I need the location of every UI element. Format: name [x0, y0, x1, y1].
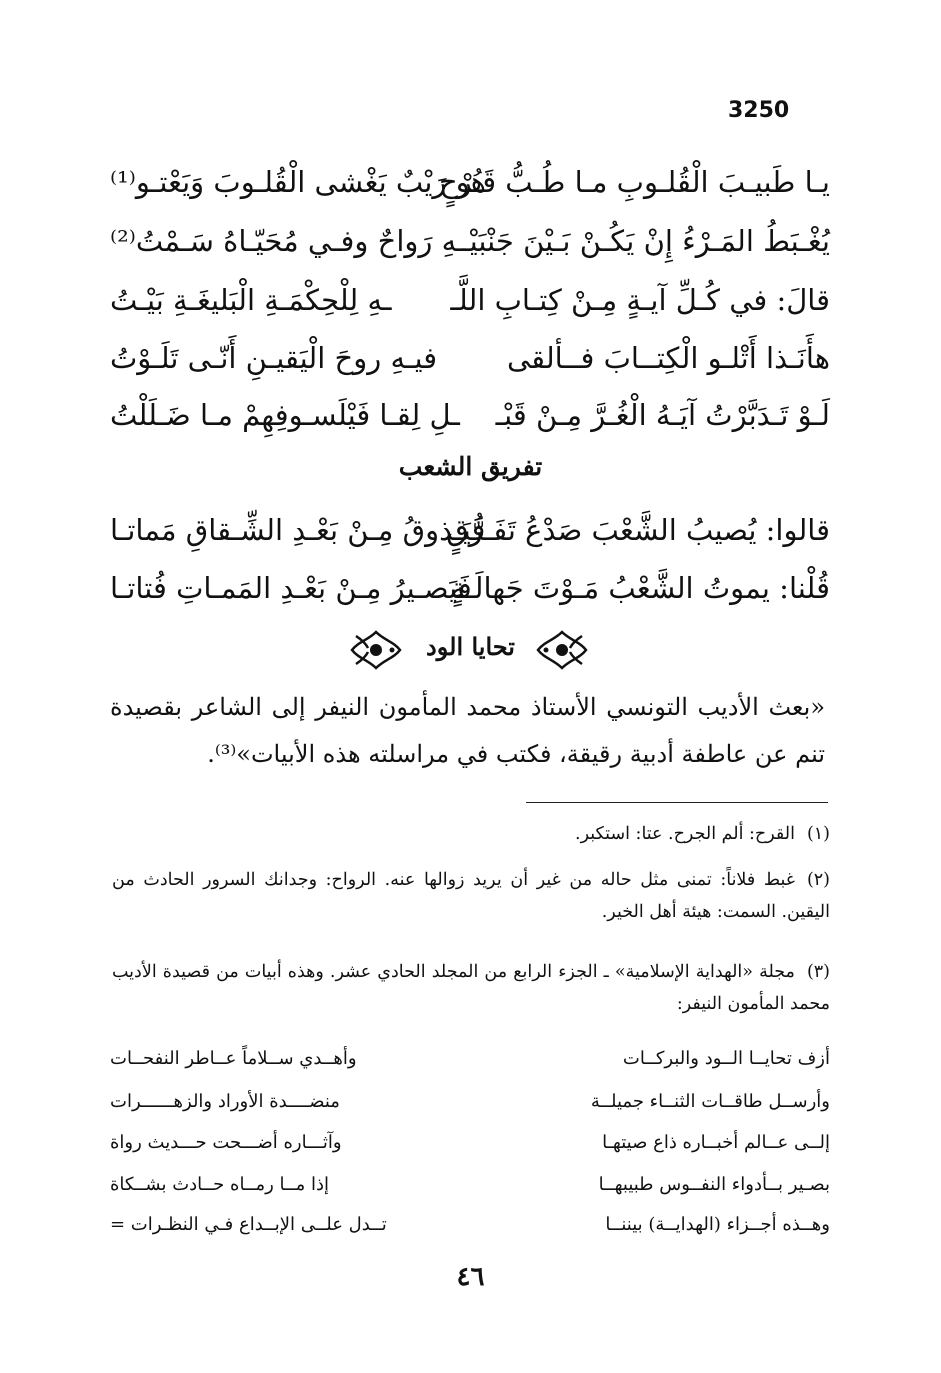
- hemistich-left: تــدل علــى الإبــداع فـي النظـرات =: [110, 1214, 387, 1235]
- hemistich-right: إلــى عــالم أخبــاره ذاع صيتهـا: [602, 1132, 830, 1153]
- hemistich-right: هأَنَـذا أَتْلـو الْكِتــابَ فــألقى: [507, 341, 830, 375]
- hemistich-left: فَيَـذوقُ مِـنْ بَعْـدِ الشِّـقاقِ مَماتـا: [110, 513, 486, 547]
- footnote-divider: [526, 802, 828, 803]
- hemistich-right: بصـير بــأدواء النفــوس طبيبهــا: [598, 1174, 830, 1195]
- hemistich-right: قالوا: يُصيبُ الشَّعْبَ صَدْعُ تَفَـرُّقٍ: [446, 513, 830, 547]
- footnote-text: غبط فلاناً: تمنى مثل حاله من غير أن يريد زوالها عنه. الرواح: وجدانك السرور الحادث من اليقين. السمت: هيئة أهل الخير.: [112, 870, 830, 922]
- footnote-text: القرح: ألم الجرح. عتا: استكبر.: [575, 824, 795, 844]
- hemistich-right: وأرســل طاقــات الثنــاء جميلــة: [590, 1091, 830, 1112]
- footnote-number: (٢): [806, 870, 830, 890]
- hemistich-right: قالَ: في كُـلِّ آيـةٍ مِـنْ كِتـابِ اللَّـ: [450, 283, 830, 317]
- section-title: تحايا الود: [426, 632, 515, 661]
- footnote-number: (١): [806, 824, 830, 844]
- footnote-number: (٣): [806, 962, 830, 982]
- hemistich-left: وآثـــاره أضـــحت حـــديث رواة: [110, 1132, 342, 1153]
- hemistich-right: أزف تحايــا الــود والبركــات: [622, 1048, 830, 1069]
- hemistich-right: وهــذه أجــزاء (الهدايــة) بيننــا: [605, 1214, 830, 1235]
- hemistich-right: لَـوْ تَـدَبَّرْتُ آيَـهُ الْغُـرَّ مِـنْ قَبْـ: [495, 398, 830, 432]
- footnote-text: مجلة «الهداية الإسلامية» ـ الجزء الرابع من المجلد الحادي عشر. وهذه أبيات من قصيدة الأديب محمد المأمون النيفر:: [112, 962, 830, 1014]
- footnote: [112, 818, 830, 850]
- hemistich-left: ـلِ لِقـا فَيْلَسـوفِهِمْ مـا ضَـلَلْتُ: [110, 398, 460, 432]
- intro-paragraph: «بعث الأديب التونسي الأستاذ محمد المأمون النيفر إلى الشاعر بقصيدة تنم عن عاطفة أدبية رقيقة، فكتب في مراسلته هذه الأبيات»⁽³⁾.: [110, 693, 825, 768]
- footnote: [112, 956, 830, 1020]
- hemistich-left: هُو رَيْبٌ يَغْشى الْقُلـوبَ وَيَعْتـو⁽¹⁾: [110, 165, 486, 199]
- hemistich-right: قُلْنا: يموتُ الشَّعْبُ مَـوْتَ جَهالَـةٍ: [450, 571, 830, 605]
- hemistich-right: يُغْـبَطُ المَـرْءُ إِنْ يَكُـنْ بَـيْنَ جَنْبَيْـ: [461, 224, 830, 258]
- hemistich-right: يـا طَبيـبَ الْقُلـوبِ مـا طُـبُّ قَـرْحٍ: [439, 165, 830, 199]
- hemistich-left: منضــــدة الأوراد والزهــــــرات: [110, 1091, 340, 1112]
- ornament-right-icon: [534, 626, 590, 674]
- scan-number: 3250: [728, 98, 790, 123]
- hemistich-left: فَيَصـيرُ مِـنْ بَعْـدِ المَمـاتِ فُتاتـا: [110, 571, 472, 605]
- section-title: تفريق الشعب: [398, 452, 543, 481]
- hemistich-left: إذا مــا رمــاه حــادث بشــكاة: [110, 1174, 329, 1195]
- hemistich-left: ـهِ رَواحٌ وفـي مُحَيّـاهُ سَـمْتُ⁽²⁾: [110, 224, 466, 258]
- footnote: [112, 864, 830, 928]
- page-number: ٤٦: [456, 1262, 485, 1292]
- hemistich-left: وأهــدي ســلاماً عــاطر النفحــات: [110, 1048, 357, 1069]
- hemistich-left: فيـهِ روحَ الْيَقيـنِ أَنّـى تَلَـوْتُ: [110, 341, 438, 375]
- hemistich-left: ـهِ لِلْحِكْمَـةِ الْبَليغَـةِ بَيْـتُ: [110, 283, 392, 317]
